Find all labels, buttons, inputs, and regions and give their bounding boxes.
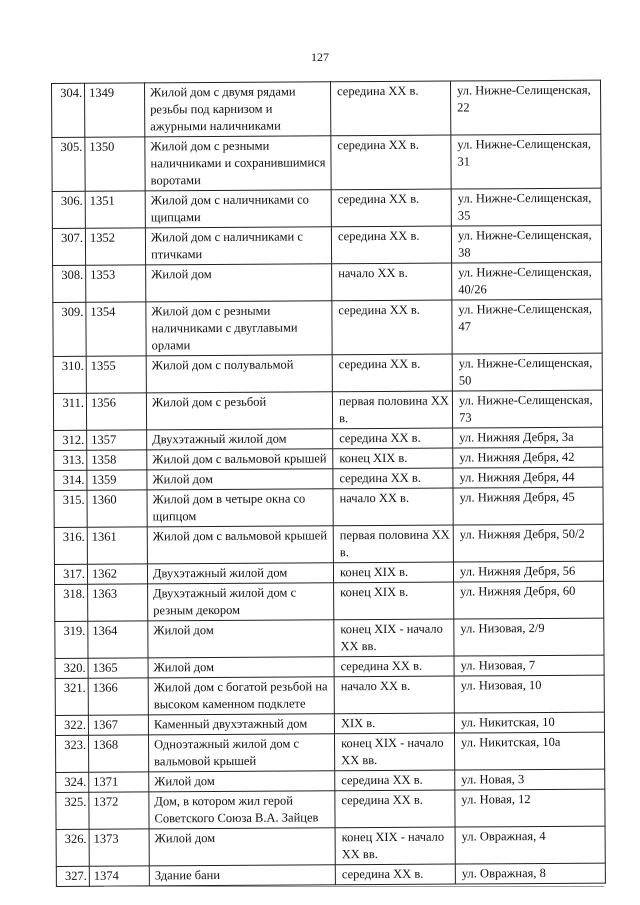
object-name: Двухэтажный жилой дом: [147, 563, 333, 584]
object-name: Жилой дом с наличниками со щипцами: [145, 190, 331, 228]
object-name: Жилой дом: [148, 657, 334, 678]
object-name: Жилой дом с резьбой: [146, 392, 332, 430]
table-row: [53, 299, 602, 356]
row-number: 321.: [55, 678, 88, 715]
row-number: 322.: [55, 715, 88, 735]
registry-number: 1357: [87, 430, 147, 450]
object-name: Жилой дом с двумя рядами резьбы под карнизом и ажурными наличниками: [145, 82, 331, 137]
row-number: 305.: [52, 137, 85, 191]
object-date: середина XX в.: [331, 135, 451, 190]
monuments-table: [51, 80, 606, 887]
object-address: ул. Нижне-Селищенская, 73: [452, 390, 602, 428]
registry-number: 1355: [86, 356, 146, 393]
object-name: Двухэтажный жилой дом с резным декором: [148, 583, 334, 621]
object-name: Жилой дом: [149, 828, 335, 866]
row-number: 319.: [55, 621, 88, 658]
object-address: ул. Никитская, 10а: [454, 732, 604, 770]
object-address: ул. Нижняя Дебря, 56: [453, 561, 603, 582]
registry-number: 1365: [88, 658, 148, 678]
registry-number: 1371: [89, 772, 149, 792]
object-date: первая половина XX в.: [333, 525, 453, 563]
object-address: ул. Нижняя Дебря, 3а: [453, 427, 603, 448]
object-date: середина XX в.: [330, 81, 450, 136]
table-row: [55, 732, 604, 772]
object-address: ул. Овражная, 8: [455, 863, 605, 884]
object-address: ул. Нижне-Селищенская, 35: [451, 188, 601, 226]
object-name: Двухэтажный жилой дом: [147, 429, 333, 450]
object-name: Жилой дом: [146, 264, 332, 302]
object-address: ул. Нижняя Дебря, 42: [453, 447, 603, 468]
registry-number: 1364: [88, 621, 148, 658]
table-row: [53, 262, 602, 302]
object-date: середина XX в.: [331, 189, 451, 227]
object-name: Жилой дом с вальмовой крышей: [147, 526, 333, 564]
row-number: 310.: [53, 356, 86, 393]
row-number: 327.: [56, 866, 89, 886]
table-row: [53, 390, 602, 430]
object-address: ул. Овражная, 4: [455, 826, 605, 864]
table-row: [52, 134, 601, 191]
table-row: [56, 826, 605, 866]
row-number: 307.: [52, 228, 85, 265]
object-date: конец XIX - начало XX вв.: [334, 733, 454, 771]
object-name: Жилой дом с резными наличниками и сохранившимися воротами: [145, 136, 331, 191]
object-name: Жилой дом в четыре окна со щипцом: [147, 489, 333, 527]
row-number: 312.: [54, 430, 87, 450]
row-number: 308.: [53, 265, 86, 302]
table-row: [56, 863, 605, 886]
object-date: конец XIX в.: [333, 448, 453, 469]
table-row: [54, 487, 603, 527]
registry-number: 1373: [89, 829, 149, 866]
table-row: [52, 80, 601, 137]
row-number: 318.: [55, 584, 88, 621]
object-address: ул. Нижняя Дебря, 60: [454, 581, 604, 619]
row-number: 316.: [54, 527, 87, 564]
registry-number: 1359: [87, 470, 147, 490]
object-date: середина XX в.: [331, 226, 451, 264]
registry-number: 1372: [89, 792, 149, 829]
table-row: [55, 675, 604, 715]
object-date: конец XIX в.: [334, 582, 454, 620]
registry-number: 1363: [88, 584, 148, 621]
row-number: 306.: [52, 191, 85, 228]
row-number: 317.: [54, 564, 87, 584]
registry-number: 1353: [86, 265, 146, 302]
registry-number: 1351: [85, 191, 145, 228]
object-name: Каменный двухэтажный дом: [148, 714, 334, 735]
table-row: [55, 581, 604, 621]
row-number: 313.: [54, 450, 87, 470]
object-date: середина XX в.: [332, 354, 452, 392]
table-row: [54, 524, 603, 564]
object-name: Жилой дом с вальмовой крышей: [147, 449, 333, 470]
object-name: Одноэтажный жилой дом с вальмовой крышей: [148, 734, 334, 772]
table-row: [53, 353, 602, 393]
object-date: конец XIX - начало XX вв.: [335, 827, 455, 865]
registry-number: 1367: [88, 715, 148, 735]
row-number: 315.: [54, 490, 87, 527]
object-name: Здание бани: [149, 865, 335, 886]
object-address: ул. Новая, 3: [455, 769, 605, 790]
table-row: [52, 188, 601, 228]
registry-number: 1352: [85, 228, 145, 265]
object-address: ул. Нижне-Селищенская, 50: [452, 353, 602, 391]
table-row: [52, 225, 601, 265]
row-number: 323.: [55, 735, 88, 772]
monuments-table-body: [52, 80, 606, 886]
object-address: ул. Нижне-Селищенская, 47: [452, 299, 602, 354]
object-address: ул. Новая, 12: [455, 789, 605, 827]
object-address: ул. Нижне-Селищенская, 22: [450, 80, 600, 135]
object-name: Жилой дом с резными наличниками с двуглавыми орлами: [146, 301, 332, 356]
table-row: [55, 618, 604, 658]
table-row: [56, 789, 605, 829]
registry-number: 1361: [87, 527, 147, 564]
object-date: середина XX в.: [332, 300, 452, 355]
registry-number: 1374: [89, 866, 149, 886]
object-address: ул. Нижне-Селищенская, 31: [451, 134, 601, 189]
row-number: 314.: [54, 470, 87, 490]
object-date: середина XX в.: [335, 770, 455, 791]
object-address: ул. Нижняя Дебря, 44: [453, 467, 603, 488]
row-number: 304.: [52, 83, 85, 137]
object-address: ул. Нижне-Селищенская, 40/26: [452, 262, 602, 300]
object-address: ул. Низовая, 7: [454, 655, 604, 676]
registry-number: 1366: [88, 678, 148, 715]
registry-number: 1354: [86, 302, 146, 356]
row-number: 325.: [56, 792, 89, 829]
object-address: ул. Никитская, 10: [454, 712, 604, 733]
page-number: 127: [311, 50, 329, 64]
row-number: 320.: [55, 658, 88, 678]
bottom-rule: [104, 886, 604, 887]
object-date: конец XIX - начало XX вв.: [334, 619, 454, 657]
object-address: ул. Нижне-Селищенская, 38: [451, 225, 601, 263]
object-name: Жилой дом: [149, 771, 335, 792]
row-number: 311.: [53, 393, 86, 430]
registry-number: 1358: [87, 450, 147, 470]
row-number: 309.: [53, 302, 86, 356]
registry-number: 1368: [88, 735, 148, 772]
object-date: середина XX в.: [333, 428, 453, 449]
object-address: ул. Нижняя Дебря, 50/2: [453, 524, 603, 562]
registry-number: 1356: [86, 393, 146, 430]
object-date: начало XX в.: [333, 488, 453, 526]
object-name: Жилой дом с полувальмой: [146, 355, 332, 393]
object-date: начало XX в.: [334, 676, 454, 714]
object-date: конец XIX в.: [333, 562, 453, 583]
object-date: середина XX в.: [333, 468, 453, 489]
object-name: Жилой дом: [148, 620, 334, 658]
object-name: Дом, в котором жил герой Советского Союза В.А. Зайцев: [149, 791, 335, 829]
registry-number: 1360: [87, 490, 147, 527]
object-date: середина XX в.: [335, 864, 455, 885]
object-name: Жилой дом с наличниками с птичками: [145, 227, 331, 265]
object-date: начало XX в.: [332, 263, 452, 301]
registry-number: 1350: [85, 137, 145, 191]
object-date: первая половина XX в.: [332, 391, 452, 429]
object-name: Жилой дом с богатой резьбой на высоком каменном подклете: [148, 677, 334, 715]
row-number: 326.: [56, 829, 89, 866]
registry-number: 1362: [87, 564, 147, 584]
object-date: середина XX в.: [335, 790, 455, 828]
object-date: XIX в.: [334, 713, 454, 734]
row-number: 324.: [56, 772, 89, 792]
object-name: Жилой дом: [147, 469, 333, 490]
registry-number: 1349: [85, 83, 145, 137]
object-address: ул. Низовая, 10: [454, 675, 604, 713]
object-address: ул. Нижняя Дебря, 45: [453, 487, 603, 525]
object-address: ул. Низовая, 2/9: [454, 618, 604, 656]
object-date: середина XX в.: [334, 656, 454, 677]
